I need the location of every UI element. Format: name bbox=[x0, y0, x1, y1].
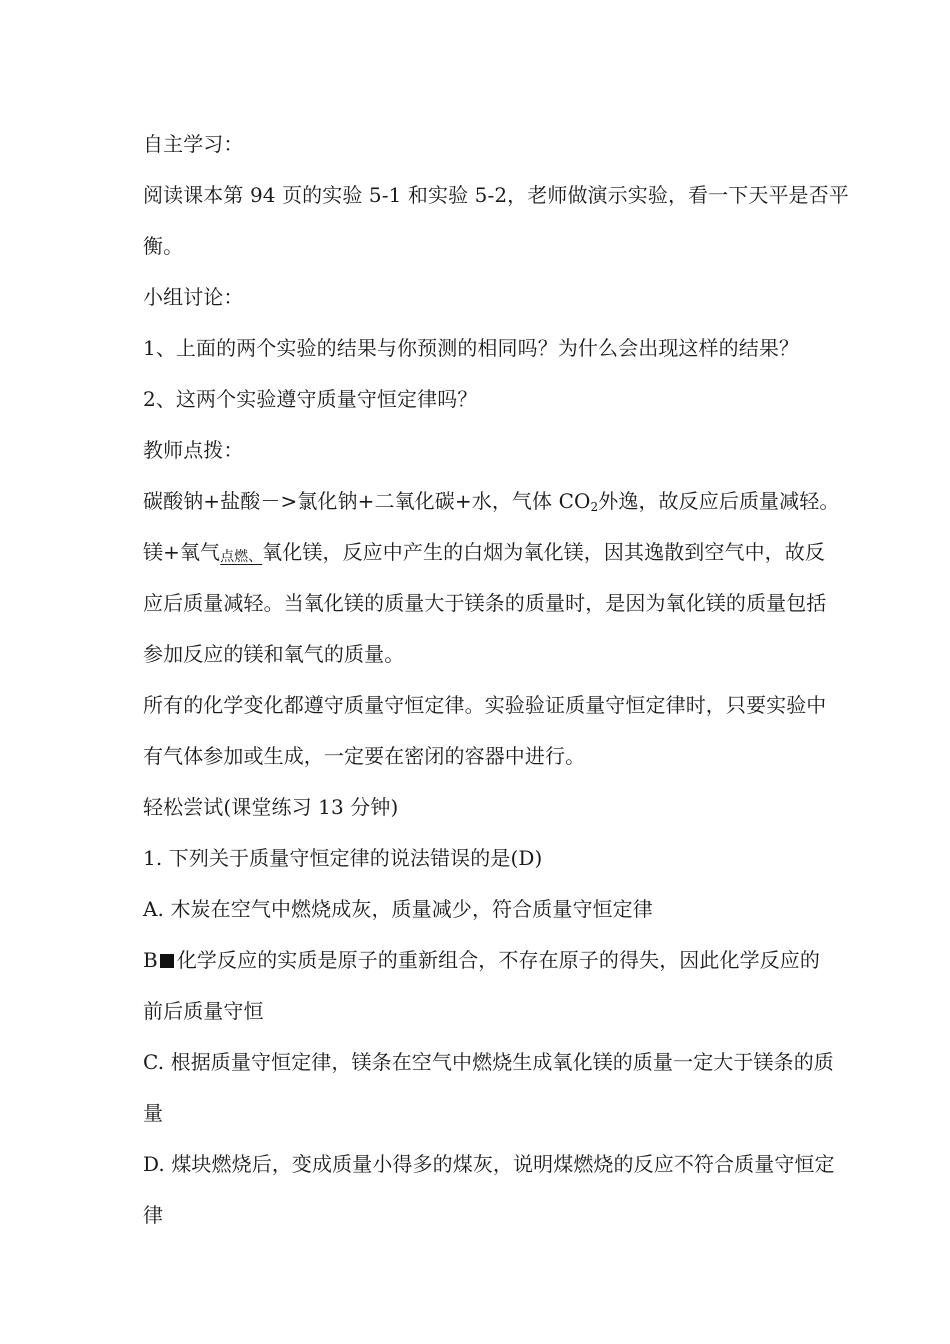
option-b-line-2: 前后质量守恒 bbox=[143, 999, 264, 1023]
practice-heading: 轻松尝试(课堂练习 13 分钟) bbox=[143, 795, 399, 819]
option-c-line-1: C. 根据质量守恒定律，镁条在空气中燃烧生成氧化镁的质量一定大于镁条的质 bbox=[143, 1050, 834, 1074]
discussion-question-2: 2、这两个实验遵守质量守恒定律吗？ bbox=[143, 387, 478, 411]
option-b-line-1 bbox=[143, 935, 908, 986]
reaction-2-text-after: 氧化镁，反应中产生的白烟为氧化镁，因其逸散到空气中，故反 bbox=[262, 540, 825, 564]
option-b-text: 化学反应的实质是原子的重新组合，不存在原子的得失，因此化学反应的 bbox=[176, 948, 821, 972]
question-1-stem: 1. 下列关于质量守恒定律的说法错误的是(D) bbox=[143, 846, 543, 870]
reaction-2-reactants: 镁+氧气 bbox=[143, 540, 221, 564]
option-a: A. 木炭在空气中燃烧成灰，质量减少，符合质量守恒定律 bbox=[143, 897, 653, 921]
summary-line-1: 所有的化学变化都遵守质量守恒定律。实验验证质量守恒定律时，只要实验中 bbox=[143, 693, 827, 717]
reaction-1-text-after: 外逸，故反应后质量减轻。 bbox=[598, 489, 840, 513]
reaction-magnesium-line-3: 参加反应的镁和氧气的质量。 bbox=[143, 642, 405, 666]
co2-subscript: 2 bbox=[590, 500, 599, 514]
heading-group-discussion: 小组讨论： bbox=[143, 285, 244, 309]
black-square-icon bbox=[160, 954, 174, 968]
reaction-sodium-carbonate bbox=[143, 476, 908, 527]
reaction-magnesium-line-2: 应后质量减轻。当氧化镁的质量大于镁条的质量时，是因为氧化镁的质量包括 bbox=[143, 591, 827, 615]
reaction-condition: 点燃、 bbox=[220, 549, 263, 565]
option-b-label: B bbox=[143, 948, 158, 972]
reaction-magnesium-line-1 bbox=[143, 527, 908, 578]
option-d-line-2: 律 bbox=[143, 1203, 164, 1227]
document-body bbox=[143, 119, 908, 1241]
reaction-1-text-before: 碳酸钠+盐酸－>氯化钠+二氧化碳+水，气体 CO bbox=[143, 489, 591, 513]
reading-instruction-line-1: 阅读课本第 94 页的实验 5-1 和实验 5-2，老师做演示实验，看一下天平是否平 bbox=[143, 183, 849, 207]
summary-line-2: 有气体参加或生成，一定要在密闭的容器中进行。 bbox=[143, 744, 586, 768]
reading-instruction-line-2: 衡。 bbox=[143, 234, 184, 258]
heading-self-study: 自主学习： bbox=[143, 132, 244, 156]
heading-teacher-guidance: 教师点拨： bbox=[143, 438, 244, 462]
option-d-line-1: D. 煤块燃烧后，变成质量小得多的煤灰，说明煤燃烧的反应不符合质量守恒定 bbox=[143, 1152, 835, 1176]
option-c-line-2: 量 bbox=[143, 1101, 164, 1125]
discussion-question-1: 1、上面的两个实验的结果与你预测的相同吗？为什么会出现这样的结果？ bbox=[143, 336, 800, 360]
